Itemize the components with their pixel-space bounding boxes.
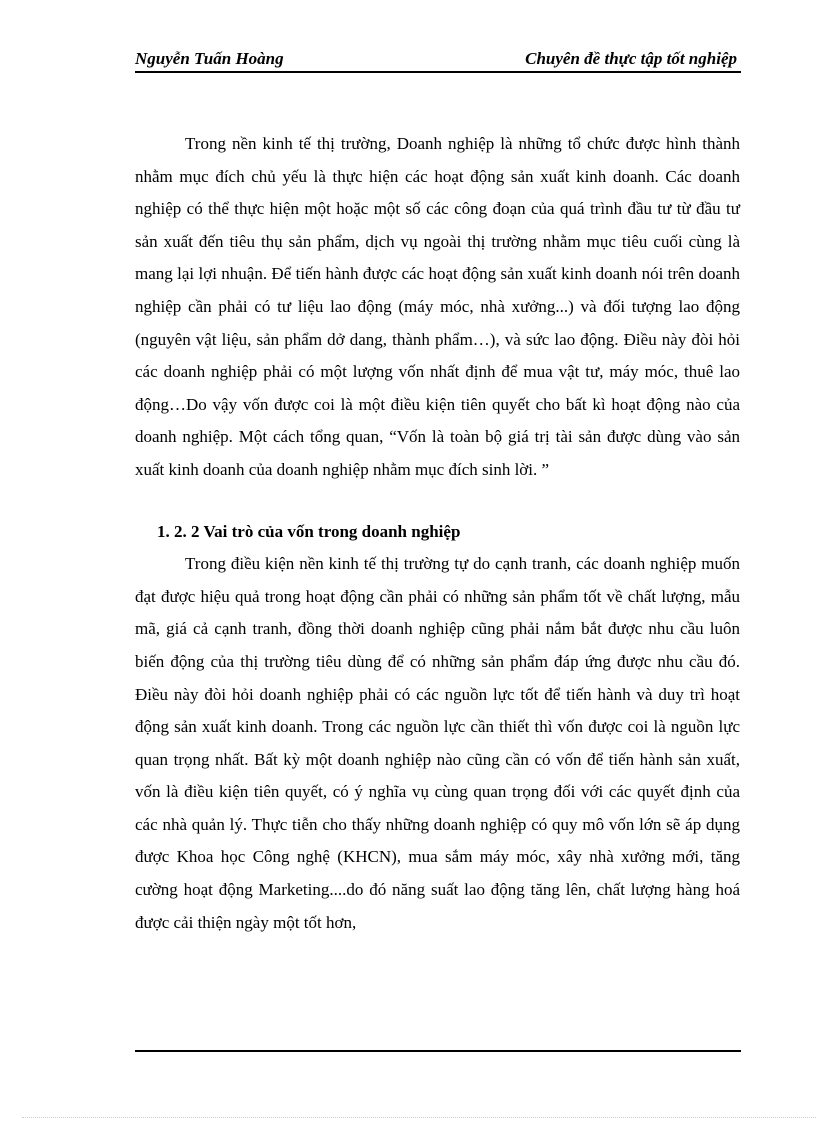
footer-rule	[135, 1050, 741, 1052]
paragraph-role-of-capital: Trong điều kiện nền kinh tế thị trường tự do cạnh tranh, các doanh nghiệp muốn đạt được hiệu quả trong hoạt động cần phải có những sản phẩm tốt về chất lượng, mẫu mã, giá cả cạnh tranh, đồng thời doanh nghiệp cũng phải nắm bắt được nhu cầu luôn biến động của thị trường tiêu dùng để có những sản phẩm đáp ứng được nhu cầu đó. Điều này đòi hỏi doanh nghiệp phải có các nguồn lực tốt để tiến hành và duy trì hoạt động sản xuất kinh doanh. Trong các nguồn lực cần thiết thì vốn được coi là nguồn lực quan trọng nhất. Bất kỳ một doanh nghiệp nào cũng cần có vốn để tiến hành sản xuất, vốn là điều kiện tiên quyết, có ý nghĩa vụ cùng quan trọng đối với các quyết định của các nhà quản lý. Thực tiễn cho thấy những doanh nghiệp có quy mô vốn lớn sẽ áp dụng được Khoa học Công nghệ (KHCN), mua sắm máy móc, xây nhà xưởng mới, tăng cường hoạt động Marketing....do đó năng suất lao động tăng lên, chất lượng hàng hoá được cải thiện ngày một tốt hơn,	[135, 554, 740, 932]
page-edge-divider	[22, 1117, 816, 1118]
document-body	[135, 128, 740, 939]
page-header	[135, 47, 741, 73]
header-author: Nguyễn Tuấn Hoàng	[135, 49, 284, 68]
section-heading: 1. 2. 2 Vai trò của vốn trong doanh nghiệp	[157, 521, 461, 541]
header-document-title: Chuyên đề thực tập tốt nghiệp	[525, 49, 737, 68]
paragraph-intro: Trong nền kinh tế thị trường, Doanh nghiệp là những tổ chức được hình thành nhằm mục đích chủ yếu là thực hiện các hoạt động sản xuất kinh doanh. Các doanh nghiệp có thể thực hiện một hoặc một số các công đoạn của quá trình đầu tư từ đầu tư sản xuất đến tiêu thụ sản phẩm, dịch vụ ngoài thị trường nhằm mục tiêu cuối cùng là mang lại lợi nhuận. Để tiến hành được các hoạt động sản xuất kinh doanh nói trên doanh nghiệp cần phải có tư liệu lao động (máy móc, nhà xưởng...) và đối tượng lao động (nguyên vật liệu, sản phẩm dở dang, thành phẩm…), và sức lao động. Điều này đòi hỏi các doanh nghiệp phải có một lượng vốn nhất định để mua vật tư, máy móc, thuê lao động…Do vậy vốn được coi là một điều kiện tiên quyết cho bất kì hoạt động nào của doanh nghiệp. Một cách tổng quan, “Vốn là toàn bộ giá trị tài sản được dùng vào sản xuất kinh doanh của doanh nghiệp nhằm mục đích sinh lời. ”	[135, 134, 740, 479]
